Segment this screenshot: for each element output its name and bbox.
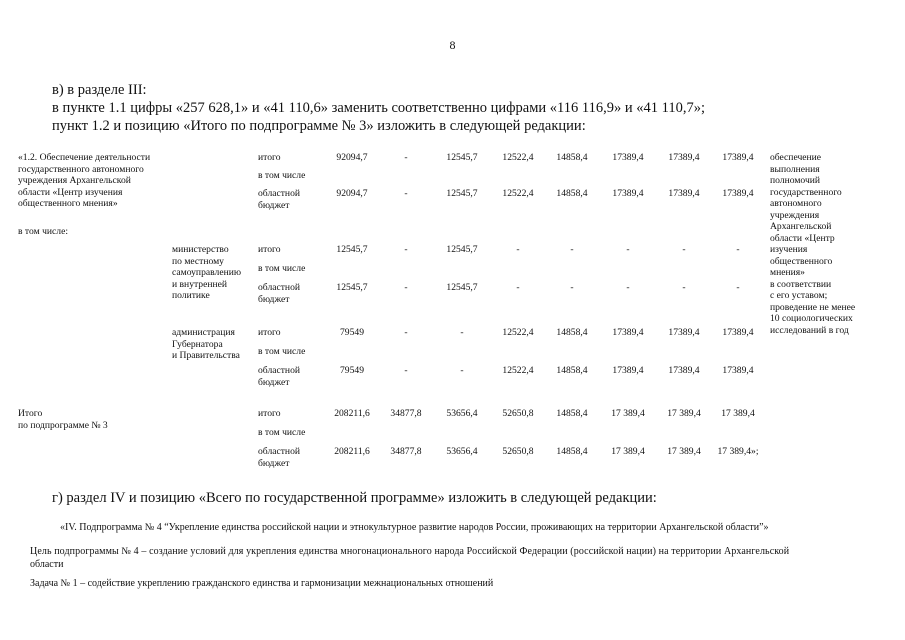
subprogram-goal-line-2: области (30, 559, 64, 570)
table-cell: 17 389,4 (667, 446, 701, 457)
table-cell: 34877,8 (390, 446, 422, 457)
table-cell: 17 389,4»; (717, 446, 759, 457)
table-cell: 17389,4 (668, 327, 700, 338)
including-label: в том числе: (18, 226, 69, 237)
table-cell: 12522,4 (502, 365, 534, 376)
label-v-tom-chisle: в том числе (258, 427, 306, 438)
table-cell: 12545,7 (336, 244, 368, 255)
table-cell: 79549 (340, 327, 364, 338)
table-cell: 17389,4 (722, 365, 754, 376)
table-cell: - (736, 282, 740, 293)
table-cell: - (460, 365, 464, 376)
label-oblastnoy-byudzhet: областной бюджет (258, 188, 301, 211)
table-cell: 14858,4 (556, 188, 588, 199)
page-number: 8 (449, 38, 456, 52)
label-v-tom-chisle: в том числе (258, 170, 306, 181)
table-cell: 79549 (340, 365, 364, 376)
subprogram-title: «IV. Подпрограмма № 4 “Укрепление единства российской нации и этнокультурное развитие народов России, проживающих на территории Архангельской области”» (60, 522, 769, 533)
table-cell: 17389,4 (668, 365, 700, 376)
table-cell: 52650,8 (502, 446, 534, 457)
table-cell: 14858,4 (556, 446, 588, 457)
table-cell: 17 389,4 (611, 446, 645, 457)
table-cell: 53656,4 (446, 408, 478, 419)
table-cell: 17389,4 (722, 327, 754, 338)
table-cell: 14858,4 (556, 327, 588, 338)
admin-name: администрация Губернатора и Правительства (172, 327, 240, 361)
label-oblastnoy-byudzhet: областной бюджет (258, 446, 301, 469)
label-itogo: итого (258, 327, 281, 338)
table-cell: 17389,4 (612, 327, 644, 338)
label-v-tom-chisle: в том числе (258, 263, 306, 274)
table-cell: 12545,7 (336, 282, 368, 293)
table-cell: 12545,7 (446, 152, 478, 163)
subprogram-goal-line-1: Цель подпрограммы № 4 – создание условий для укрепления единства многонационального народа Российской Федерации (российской нации) на территории Архангельской (30, 546, 790, 557)
table-cell: 12545,7 (446, 282, 478, 293)
table-cell: 208211,6 (334, 408, 370, 419)
table-cell: 17389,4 (612, 365, 644, 376)
intro-line-1: в) в разделе III: (52, 82, 147, 98)
table-cell: - (570, 244, 574, 255)
subprogram-task: Задача № 1 – содействие укреплению гражданского единства и гармонизации межнациональных отношений (30, 578, 494, 589)
table-cell: - (404, 365, 408, 376)
table-cell: 12545,7 (446, 188, 478, 199)
table-cell: - (570, 282, 574, 293)
table-cell: - (404, 327, 408, 338)
result-text: обеспечение выполнения полномочий государственного автономного учреждения Архангельской области «Центр изучения общественного мнения» в соответствии с его уставом; проведение не менее 10 социологических исследований в год (770, 152, 856, 336)
intro-line-3: пункт 1.2 и позицию «Итого по подпрограмме № 3» изложить в следующей редакции: (52, 118, 586, 134)
label-oblastnoy-byudzhet: областной бюджет (258, 282, 301, 305)
table-cell: 17389,4 (612, 188, 644, 199)
table-cell: 17389,4 (722, 188, 754, 199)
table-cell: 17 389,4 (667, 408, 701, 419)
table-cell: - (516, 282, 520, 293)
table-cell: 17389,4 (612, 152, 644, 163)
table-cell: 92094,7 (336, 188, 368, 199)
table-cell: 12522,4 (502, 327, 534, 338)
table-cell: 17389,4 (722, 152, 754, 163)
table-cell: - (736, 244, 740, 255)
table-cell: - (404, 282, 408, 293)
table-cell: 53656,4 (446, 446, 478, 457)
table-cell: - (460, 327, 464, 338)
table-cell: 14858,4 (556, 408, 588, 419)
item-title: «1.2. Обеспечение деятельности государственного автономного учреждения Архангельской области «Центр изучения общественного мнения» (18, 152, 151, 209)
table-cell: 34877,8 (390, 408, 422, 419)
table-cell: 12522,4 (502, 188, 534, 199)
label-itogo: итого (258, 408, 281, 419)
table-cell: 17389,4 (668, 152, 700, 163)
table-cell: 208211,6 (334, 446, 370, 457)
table-cell: 14858,4 (556, 365, 588, 376)
table-cell: 92094,7 (336, 152, 368, 163)
table-cell: - (404, 188, 408, 199)
table-cell: - (682, 244, 686, 255)
intro-line-2: в пункте 1.1 цифры «257 628,1» и «41 110,6» заменить соответственно цифрами «116 116,9» и «41 110,7»; (52, 100, 705, 116)
table-cell: 17 389,4 (721, 408, 755, 419)
table-cell: - (626, 244, 630, 255)
table-cell: - (404, 244, 408, 255)
table-cell: 12522,4 (502, 152, 534, 163)
table-cell: - (682, 282, 686, 293)
table-cell: 12545,7 (446, 244, 478, 255)
label-v-tom-chisle: в том числе (258, 346, 306, 357)
table-cell: - (516, 244, 520, 255)
ministry-name: министерство по местному самоуправлению и внутренней политике (172, 244, 242, 301)
subtotal-title: Итого по подпрограмме № 3 (18, 408, 108, 431)
table-cell: - (626, 282, 630, 293)
table-cell: 52650,8 (502, 408, 534, 419)
table-cell: 14858,4 (556, 152, 588, 163)
label-oblastnoy-byudzhet: областной бюджет (258, 365, 301, 388)
label-itogo: итого (258, 244, 281, 255)
section-g-heading: г) раздел IV и позицию «Всего по государственной программе» изложить в следующей редакции: (52, 490, 657, 506)
label-itogo: итого (258, 152, 281, 163)
table-cell: 17389,4 (668, 188, 700, 199)
table-cell: - (404, 152, 408, 163)
table-cell: 17 389,4 (611, 408, 645, 419)
